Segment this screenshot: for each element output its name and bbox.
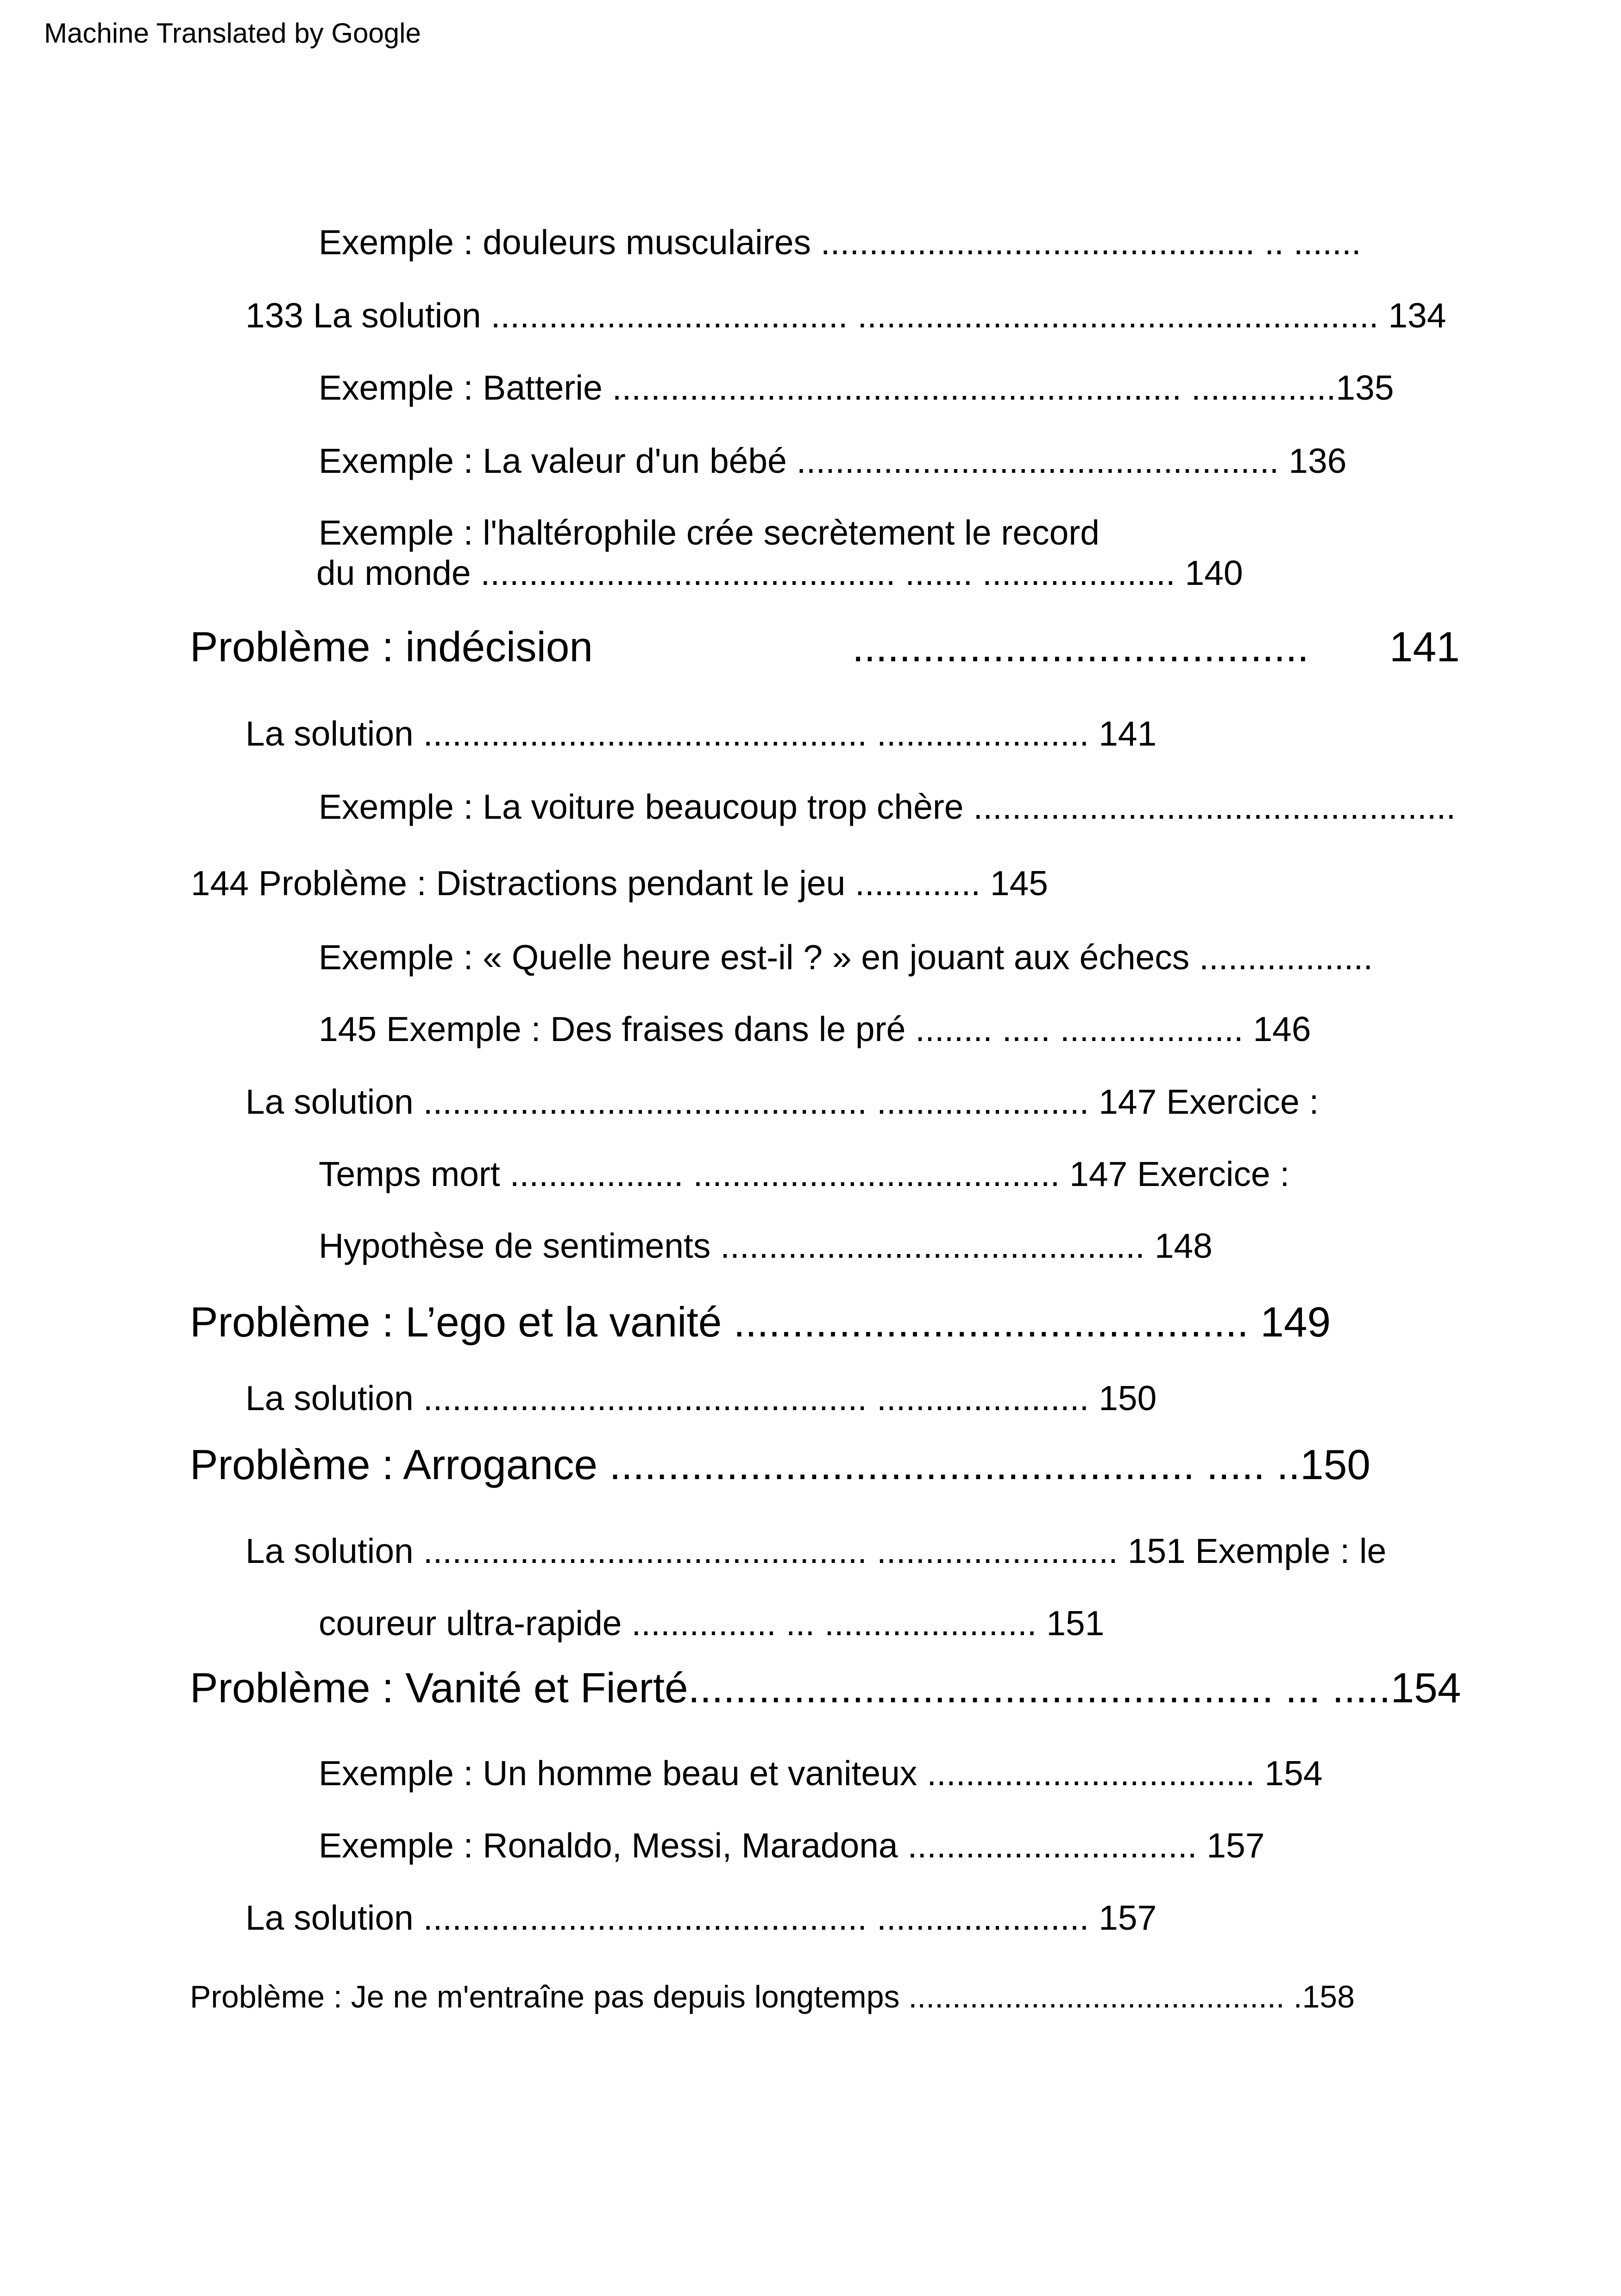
- toc-entry: La solution .............................................. ...................... 141: [245, 714, 1157, 753]
- toc-heading-leader: .......................................: [852, 624, 1309, 671]
- toc-entry: Exemple : « Quelle heure est-il ? » en jouant aux échecs ..................: [319, 938, 1373, 977]
- toc-entry: La solution .............................................. ...................... 147 Exercice :: [245, 1082, 1319, 1121]
- toc-entry: Exemple : l'haltérophile crée secrètement le record: [319, 513, 1100, 552]
- toc-heading-title: Problème : indécision: [190, 624, 593, 671]
- toc-entry: Exemple : douleurs musculaires ............................................. .. .......: [319, 223, 1361, 262]
- toc-entry: Exemple : Un homme beau et vaniteux .................................. 154: [319, 1754, 1323, 1793]
- toc-entry: 133 La solution ..................................... ...................................................... 134: [245, 296, 1446, 335]
- toc-entry: Exemple : La voiture beaucoup trop chère ..................................................: [319, 787, 1456, 826]
- toc-entry: La solution .............................................. ...................... 157: [245, 1898, 1157, 1937]
- toc-entry: La solution .............................................. ...................... 150: [245, 1379, 1157, 1418]
- toc-entry: Exemple : Batterie ........................................................... ...............135: [319, 368, 1394, 407]
- toc-heading-page-number: 141: [1389, 624, 1460, 671]
- toc-entry: Hypothèse de sentiments ............................................ 148: [319, 1226, 1213, 1265]
- toc-heading: Problème : L’ego et la vanité ............................................ 149: [190, 1299, 1331, 1346]
- toc-entry: 144 Problème : Distractions pendant le jeu ............. 145: [191, 864, 1049, 903]
- toc-heading: Problème : Vanité et Fierté.................................................. ... .....154: [190, 1665, 1461, 1712]
- toc-entry: Exemple : La valeur d'un bébé .................................................. 136: [319, 441, 1347, 480]
- toc-entry: 145 Exemple : Des fraises dans le pré ........ ..... ................... 146: [319, 1010, 1311, 1048]
- toc-entry: Problème : Je ne m'entraîne pas depuis longtemps ........................................... .158: [190, 1979, 1355, 2014]
- toc-entry-continuation: du monde ........................................... ....... .................... 140: [316, 553, 1243, 592]
- toc-entry: Temps mort .................. ...................................... 147 Exercice :: [319, 1154, 1290, 1193]
- toc-entry: Exemple : Ronaldo, Messi, Maradona .............................. 157: [319, 1826, 1265, 1865]
- toc-entry: coureur ultra-rapide ............... ... ...................... 151: [319, 1604, 1105, 1643]
- machine-translation-header: Machine Translated by Google: [44, 18, 421, 49]
- toc-heading: Problème : Arrogance .................................................. ..... ..150: [190, 1442, 1370, 1488]
- toc-entry: La solution .............................................. ......................... 151 Exemple : le: [245, 1531, 1387, 1570]
